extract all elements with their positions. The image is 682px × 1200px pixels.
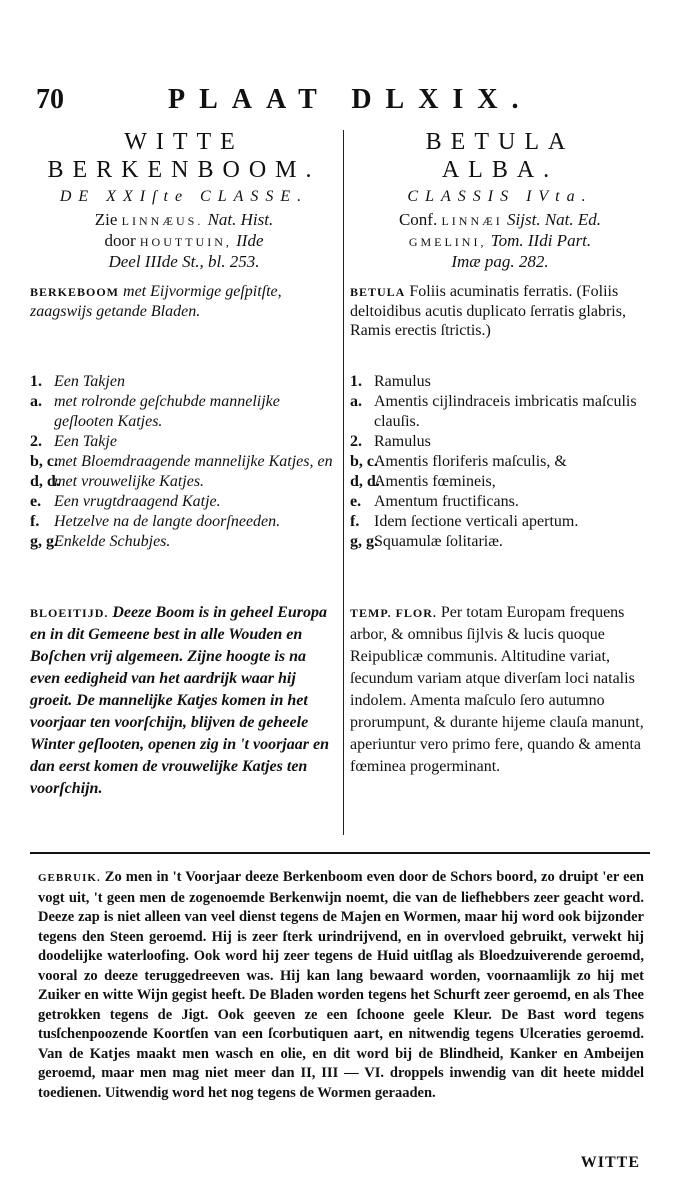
list-item: f. Hetzelve na de langte doorſneeden. bbox=[30, 513, 281, 530]
left-bloeitijd-paragraph: BLOEITIJD. Deeze Boom is in geheel Europa en in dit Gemeene best in alle Wouden en Boſchen vrij algemeen. Zijne hoogte is na even eedigheid van het aardrijk waar hij groeit. De mannelijke Katjes komen in het voorjaar ten voorſchijn, blijven de geheele Winter geſlooten, openen zig in 't voorjaar en dan eerst komen de vrouwelijke Katjes ten voorſchijn. bbox=[30, 604, 329, 797]
list-item: a. met rolronde geſchubde mannelijke geſlooten Katjes. bbox=[30, 393, 280, 430]
list-item: 1. Een Takjen bbox=[30, 373, 125, 390]
list-item: d, d. met vrouwelijke Katjes. bbox=[30, 473, 205, 490]
right-item-list bbox=[350, 372, 650, 552]
list-item: a. Amentis cijlindraceis imbricatis maſculis clauſis. bbox=[350, 393, 637, 430]
right-reference-line1: Conf. LINNÆI Sijst. Nat. Ed. bbox=[398, 210, 602, 229]
right-column bbox=[350, 128, 650, 775]
left-column bbox=[30, 128, 338, 797]
list-item: b, c. met Bloemdraagende mannelijke Katjes, en bbox=[30, 453, 333, 470]
left-title-line1: WITTE bbox=[124, 129, 244, 155]
left-reference-line3: Deel IIIde St., bl. 253. bbox=[108, 252, 260, 271]
list-item: g, g. Enkelde Schubjes. bbox=[30, 533, 171, 550]
left-title-line2: BERKENBOOM. bbox=[47, 157, 321, 183]
plate-title: PLAAT DLXIX. bbox=[168, 84, 533, 115]
left-description: BERKEBOOM met Eijvormige geſpitſte, zaagswijs getande Bladen. bbox=[30, 283, 282, 320]
left-reference-line2: door HOUTTUIN, IIde bbox=[104, 231, 264, 250]
section-rule bbox=[30, 852, 650, 854]
list-item: 2. Ramulus bbox=[350, 433, 431, 450]
list-item: 2. Een Takje bbox=[30, 433, 117, 450]
list-item: g, g. Squamulæ ſolitariæ. bbox=[350, 533, 503, 550]
page-number: 70 bbox=[36, 84, 64, 115]
catchword: WITTE bbox=[580, 1154, 640, 1171]
list-item: 1. Ramulus bbox=[350, 373, 431, 390]
list-item: f. Idem ſectione verticali apertum. bbox=[350, 513, 579, 530]
page-header bbox=[28, 82, 648, 122]
left-classe: DE XXIſte CLASSE. bbox=[59, 188, 309, 205]
right-description: BETULA Foliis acuminatis ferratis. (Foliis deltoidibus acutis duplicato ſerratis glabris, Ramis erectis ſtrictis.) bbox=[350, 283, 626, 339]
list-item: b, c. Amentis floriferis maſculis, & bbox=[350, 453, 567, 470]
right-reference-line3: Imæ pag. 282. bbox=[451, 252, 549, 271]
usage-paragraph: GEBRUIK. Zo men in 't Voorjaar deeze Berkenboom even door de Schors boord, zo druipt 'er een vogt uit, 't geen men de zogenoemde Berkenwijn noemt, die van de liefhebbers zeer geacht word. Deeze zap is niet alleen van veel dienst tegens de Majen en Wormen, maar hij word ook bijzonder tegens den Steen geroemd. Hij is zeer ſterk urindrijvend, en in overvloed gebruikt, verwekt hij doodelijke waterloofing. Ook word hij zeer tegens de Huid uitſlag als Bloedzuiverende geroemd, vooral zo deeze teruggedreeven was. Hij kan lang bewaard worden, voornaamlijk zo hij met Zuiker en witte Wijn gegist heeft. De Bladen worden tegens het Schurft zeer geroemd, en als Thee getrokken tegens de Jigt. Ook geeven ze een ſchoone geele Kleur. De Bast word tegens tusſchenpoozende Koortſen van een ſcorbutiquen aart, en nitwendig tegens Ulceraties geroemd. Van de Katjes maakt men wasch en olie, en dit word bij de Blindheid, Kanker en Ambeijen geroemd, maar men mag niet meer dan II, III — VI. droppels inwendig van dit heete middel toedienen. Uitwendig word het nog tegens de Wormen geraaden. bbox=[38, 869, 644, 1101]
right-title-line2: ALBA. bbox=[441, 157, 559, 183]
right-temp-flor-paragraph: TEMP. FLOR. Per totam Europam frequens arbor, & omnibus ſijlvis & lucis quoque Reipublicæ communis. Altitudine variat, ſecundum variam atque diverſam loci natalis indolem. Amenta maſculo ſero autumno prorumpunt, & durante hijeme clauſa manunt, aperiuntur vero primo fere, quando & amenta fœminea progerminant. bbox=[350, 604, 644, 775]
list-item: d, d. Amentis fœmineis, bbox=[350, 473, 496, 490]
right-reference-line2: GMELINI, Tom. IIdi Part. bbox=[408, 231, 592, 250]
right-title-line1: BETULA bbox=[425, 129, 575, 155]
left-item-list bbox=[30, 372, 338, 552]
list-item: e. Amentum fructificans. bbox=[350, 493, 519, 510]
column-divider bbox=[343, 130, 344, 835]
left-reference-line1: Zie LINNÆUS. Nat. Hist. bbox=[94, 210, 274, 229]
list-item: e. Een vrugtdraagend Katje. bbox=[30, 493, 221, 510]
right-classis: CLASSIS IVta. bbox=[407, 188, 593, 205]
